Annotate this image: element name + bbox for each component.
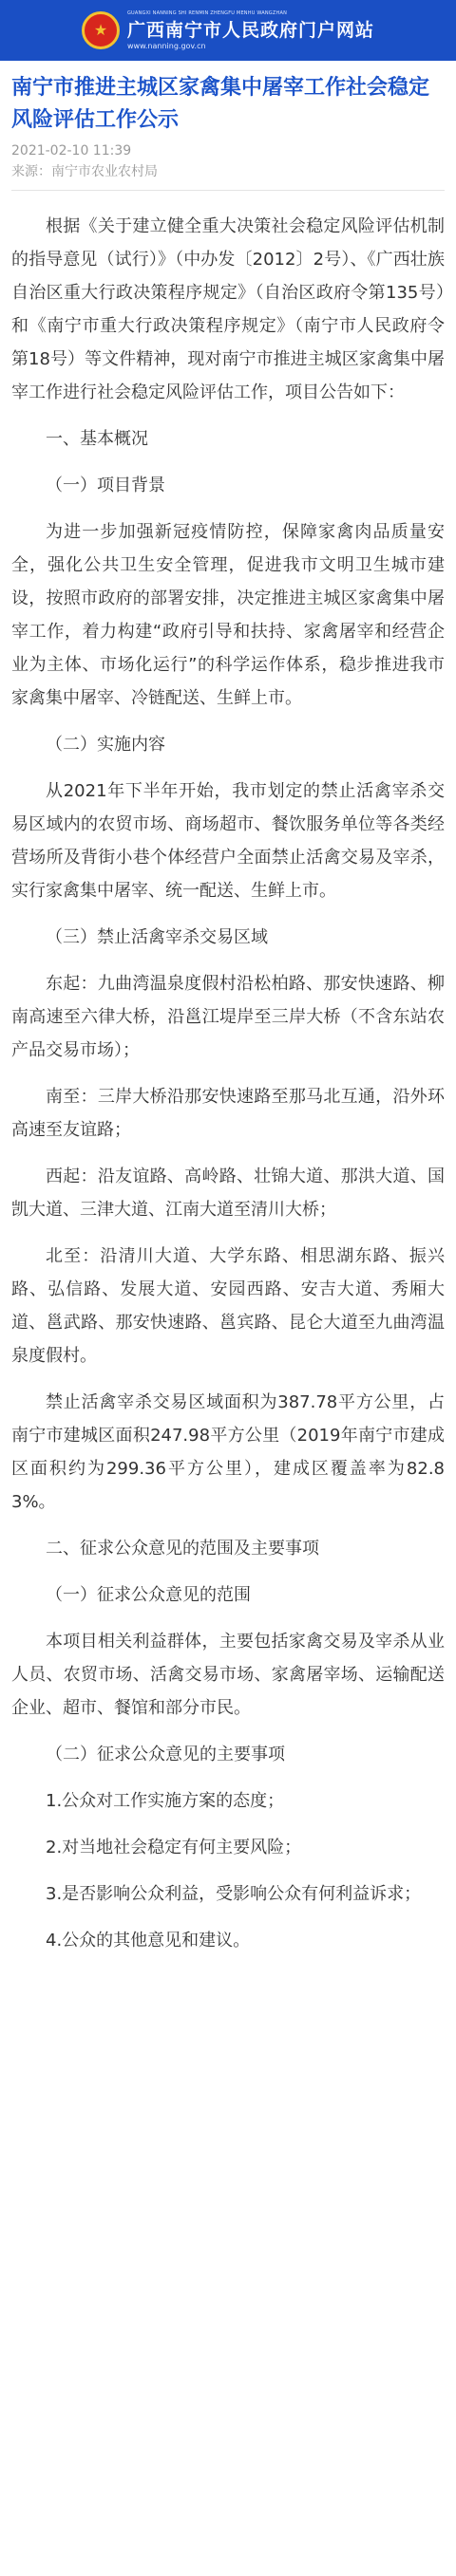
section-heading: 二、征求公众意见的范围及主要事项: [46, 1539, 319, 1559]
article-paragraph: 从2021年下半年开始，我市划定的禁止活禽宰杀交易区域内的农贸市场、商场超市、餐饮服务单位等各类经营场所及背街小巷个体经营户全面禁止活禽交易及宰杀，实行家禽集中屠宰、统一配送、生鲜上市。: [11, 781, 445, 901]
subsection-heading: （三）禁止活禽宰杀交易区域: [46, 927, 268, 947]
article-paragraph: 为进一步加强新冠疫情防控，保障家禽肉品质量安全，强化公共卫生安全管理，促进我市文明卫生城市建设，按照市政府的部署安排，决定推进主城区家禽集中屠宰工作，着力构建“政府引导和扶持、家禽屠宰和经营企业为主体、市场化运行”的科学运作体系，稳步推进我市家禽集中屠宰、冷链配送、生鲜上市。: [11, 522, 445, 708]
article-body: [0, 191, 456, 1989]
article-paragraph: 禁止活禽宰杀交易区域面积为387.78平方公里，占南宁市建城区面积247.98平方公里（2019年南宁市建成区面积约为299.36平方公里），建成区覆盖率为82.83%。: [11, 1392, 445, 1512]
section-heading: 一、基本概况: [46, 429, 148, 449]
article-paragraph: 南至：三岸大桥沿那安快速路至那马北互通，沿外环高速至友谊路；: [11, 1087, 445, 1140]
list-item: 3.是否影响公众利益，受影响公众有何利益诉求；: [46, 1884, 422, 1904]
list-item: 1.公众对工作实施方案的态度；: [46, 1791, 285, 1811]
article-paragraph: 北至：沿清川大道、大学东路、相思湖东路、振兴路、弘信路、发展大道、安园西路、安吉大道、秀厢大道、邕武路、那安快速路、邕宾路、昆仑大道至九曲湾温泉度假村。: [11, 1246, 445, 1366]
site-header: [0, 0, 456, 61]
subsection-heading: （一）项目背景: [46, 476, 165, 495]
article-paragraph: 根据《关于建立健全重大决策社会稳定风险评估机制的指导意见（试行）》（中办发〔2012〕2号）、《广西壮族自治区重大行政决策程序规定》（自治区政府令第135号）和《南宁市重大行政决策程序规定》（南宁市人民政府令第18号）等文件精神，现对南宁市推进主城区家禽集中屠宰工作进行社会稳定风险评估工作，项目公告如下：: [11, 216, 445, 402]
subsection-heading: （二）征求公众意见的主要事项: [46, 1745, 285, 1764]
list-item: 2.对当地社会稳定有何主要风险；: [46, 1838, 302, 1857]
article-source: 来源：南宁市农业农村局: [11, 164, 158, 179]
article-paragraph: 东起：九曲湾温泉度假村沿松柏路、那安快速路、柳南高速至六律大桥，沿邕江堤岸至三岸大桥（不含东站农产品交易市场）；: [11, 974, 445, 1060]
national-emblem-icon: ★: [82, 11, 120, 49]
subsection-heading: （一）征求公众意见的范围: [46, 1585, 251, 1605]
site-name: 广西南宁市人民政府门户网站: [126, 20, 374, 41]
site-url: www.nanning.gov.cn: [126, 42, 206, 50]
publish-datetime: 2021-02-10 11:39: [11, 143, 132, 159]
list-item: 4.公众的其他意见和建议。: [46, 1931, 251, 1951]
article-paragraph: 本项目相关利益群体，主要包括家禽交易及宰杀从业人员、农贸市场、活禽交易市场、家禽屠宰场、运输配送企业、超市、餐馆和部分市民。: [11, 1632, 445, 1718]
site-brand[interactable]: [127, 10, 374, 50]
site-pinyin: GUANGXI NANNING SHI RENMIN ZHENGFU MENHU WANGZHAN: [126, 10, 288, 16]
subsection-heading: （二）实施内容: [46, 735, 165, 755]
article-header: [0, 61, 456, 182]
article-title: 南宁市推进主城区家禽集中屠宰工作社会稳定风险评估工作公示: [11, 76, 430, 132]
article-paragraph: 西起：沿友谊路、高岭路、壮锦大道、那洪大道、国凯大道、三津大道、江南大道至清川大桥；: [11, 1167, 445, 1220]
